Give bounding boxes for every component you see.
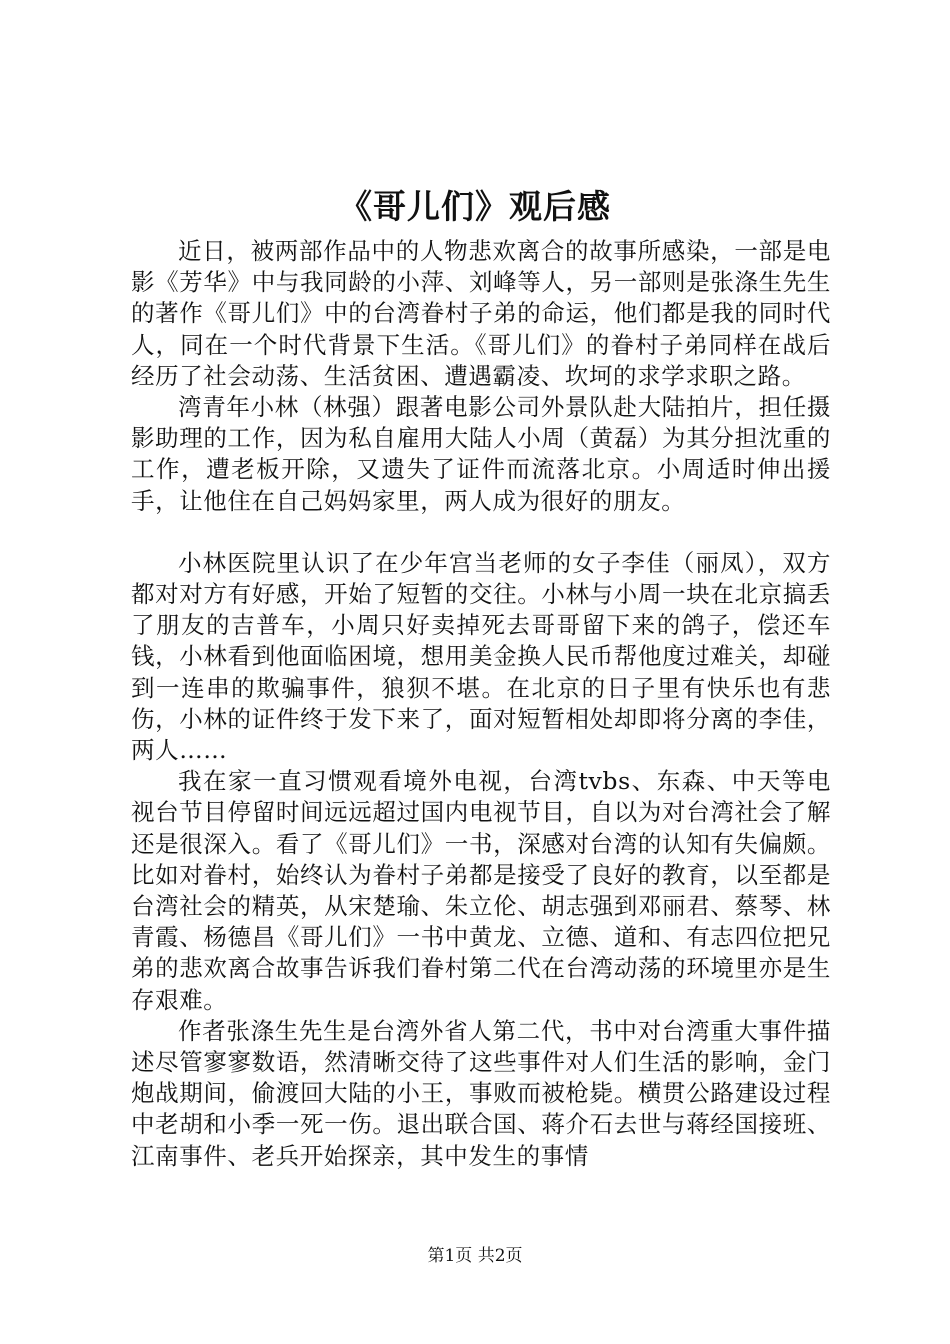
paragraph-3: 小林医院里认识了在少年宫当老师的女子李佳（丽凤），双方都对对方有好感，开始了短暂的交往。小林与小周一块在北京搞丢了朋友的吉普车，小周只好卖掉死去哥哥留下来的鸽子，偿还车钱，小林看到他面临困境，想用美金换人民币帮他度过难关，却碰到一连串的欺骗事件，狼狈不堪。在北京的日子里有快乐也有悲伤，小林的证件终于发下来了，面对短暂相处却即将分离的李佳，两人…… <box>131 548 831 765</box>
page-number-footer: 第1页 共2页 <box>427 1246 523 1266</box>
paragraph-4: 我在家一直习惯观看境外电视，台湾tvbs、东森、中天等电视台节目停留时间远远超过国内电视节目，自以为对台湾社会了解还是很深入。看了《哥儿们》一书，深感对台湾的认知有失偏颇。比如对眷村，始终认为眷村子弟都是接受了良好的教育，以至都是台湾社会的精英，从宋楚瑜、朱立伦、胡志强到邓丽君、蔡琴、林青霞、杨德昌《哥儿们》一书中黄龙、立德、道和、有志四位把兄弟的悲欢离合故事告诉我们眷村第二代在台湾动荡的环境里亦是生存艰难。 <box>131 767 831 1014</box>
paragraph-5: 作者张涤生先生是台湾外省人第二代，书中对台湾重大事件描述尽管寥寥数语，然清晰交待了这些事件对人们生活的影响，金门炮战期间，偷渡回大陆的小王，事败而被枪毙。横贯公路建设过程中老胡和小季一死一伤。退出联合国、蒋介石去世与蒋经国接班、江南事件、老兵开始探亲，其中发生的事情 <box>131 1016 831 1170</box>
document-body <box>131 236 831 1172</box>
paragraph-2: 湾青年小林（林强）跟著电影公司外景队赴大陆拍片，担任摄影助理的工作，因为私自雇用大陆人小周（黄磊）为其分担沈重的工作，遭老板开除，又遗失了证件而流落北京。小周适时伸出援手，让他住在自己妈妈家里，两人成为很好的朋友。 <box>131 393 831 515</box>
document-title: 《哥儿们》观后感 <box>339 187 611 226</box>
paragraph-1: 近日，被两部作品中的人物悲欢离合的故事所感染，一部是电影《芳华》中与我同龄的小萍、刘峰等人，另一部则是张涤生先生的著作《哥儿们》中的台湾眷村子弟的命运，他们都是我的同时代人，同在一个时代背景下生活。《哥儿们》的眷村子弟同样在战后经历了社会动荡、生活贫困、遭遇霸凌、坎坷的求学求职之路。 <box>131 237 831 390</box>
